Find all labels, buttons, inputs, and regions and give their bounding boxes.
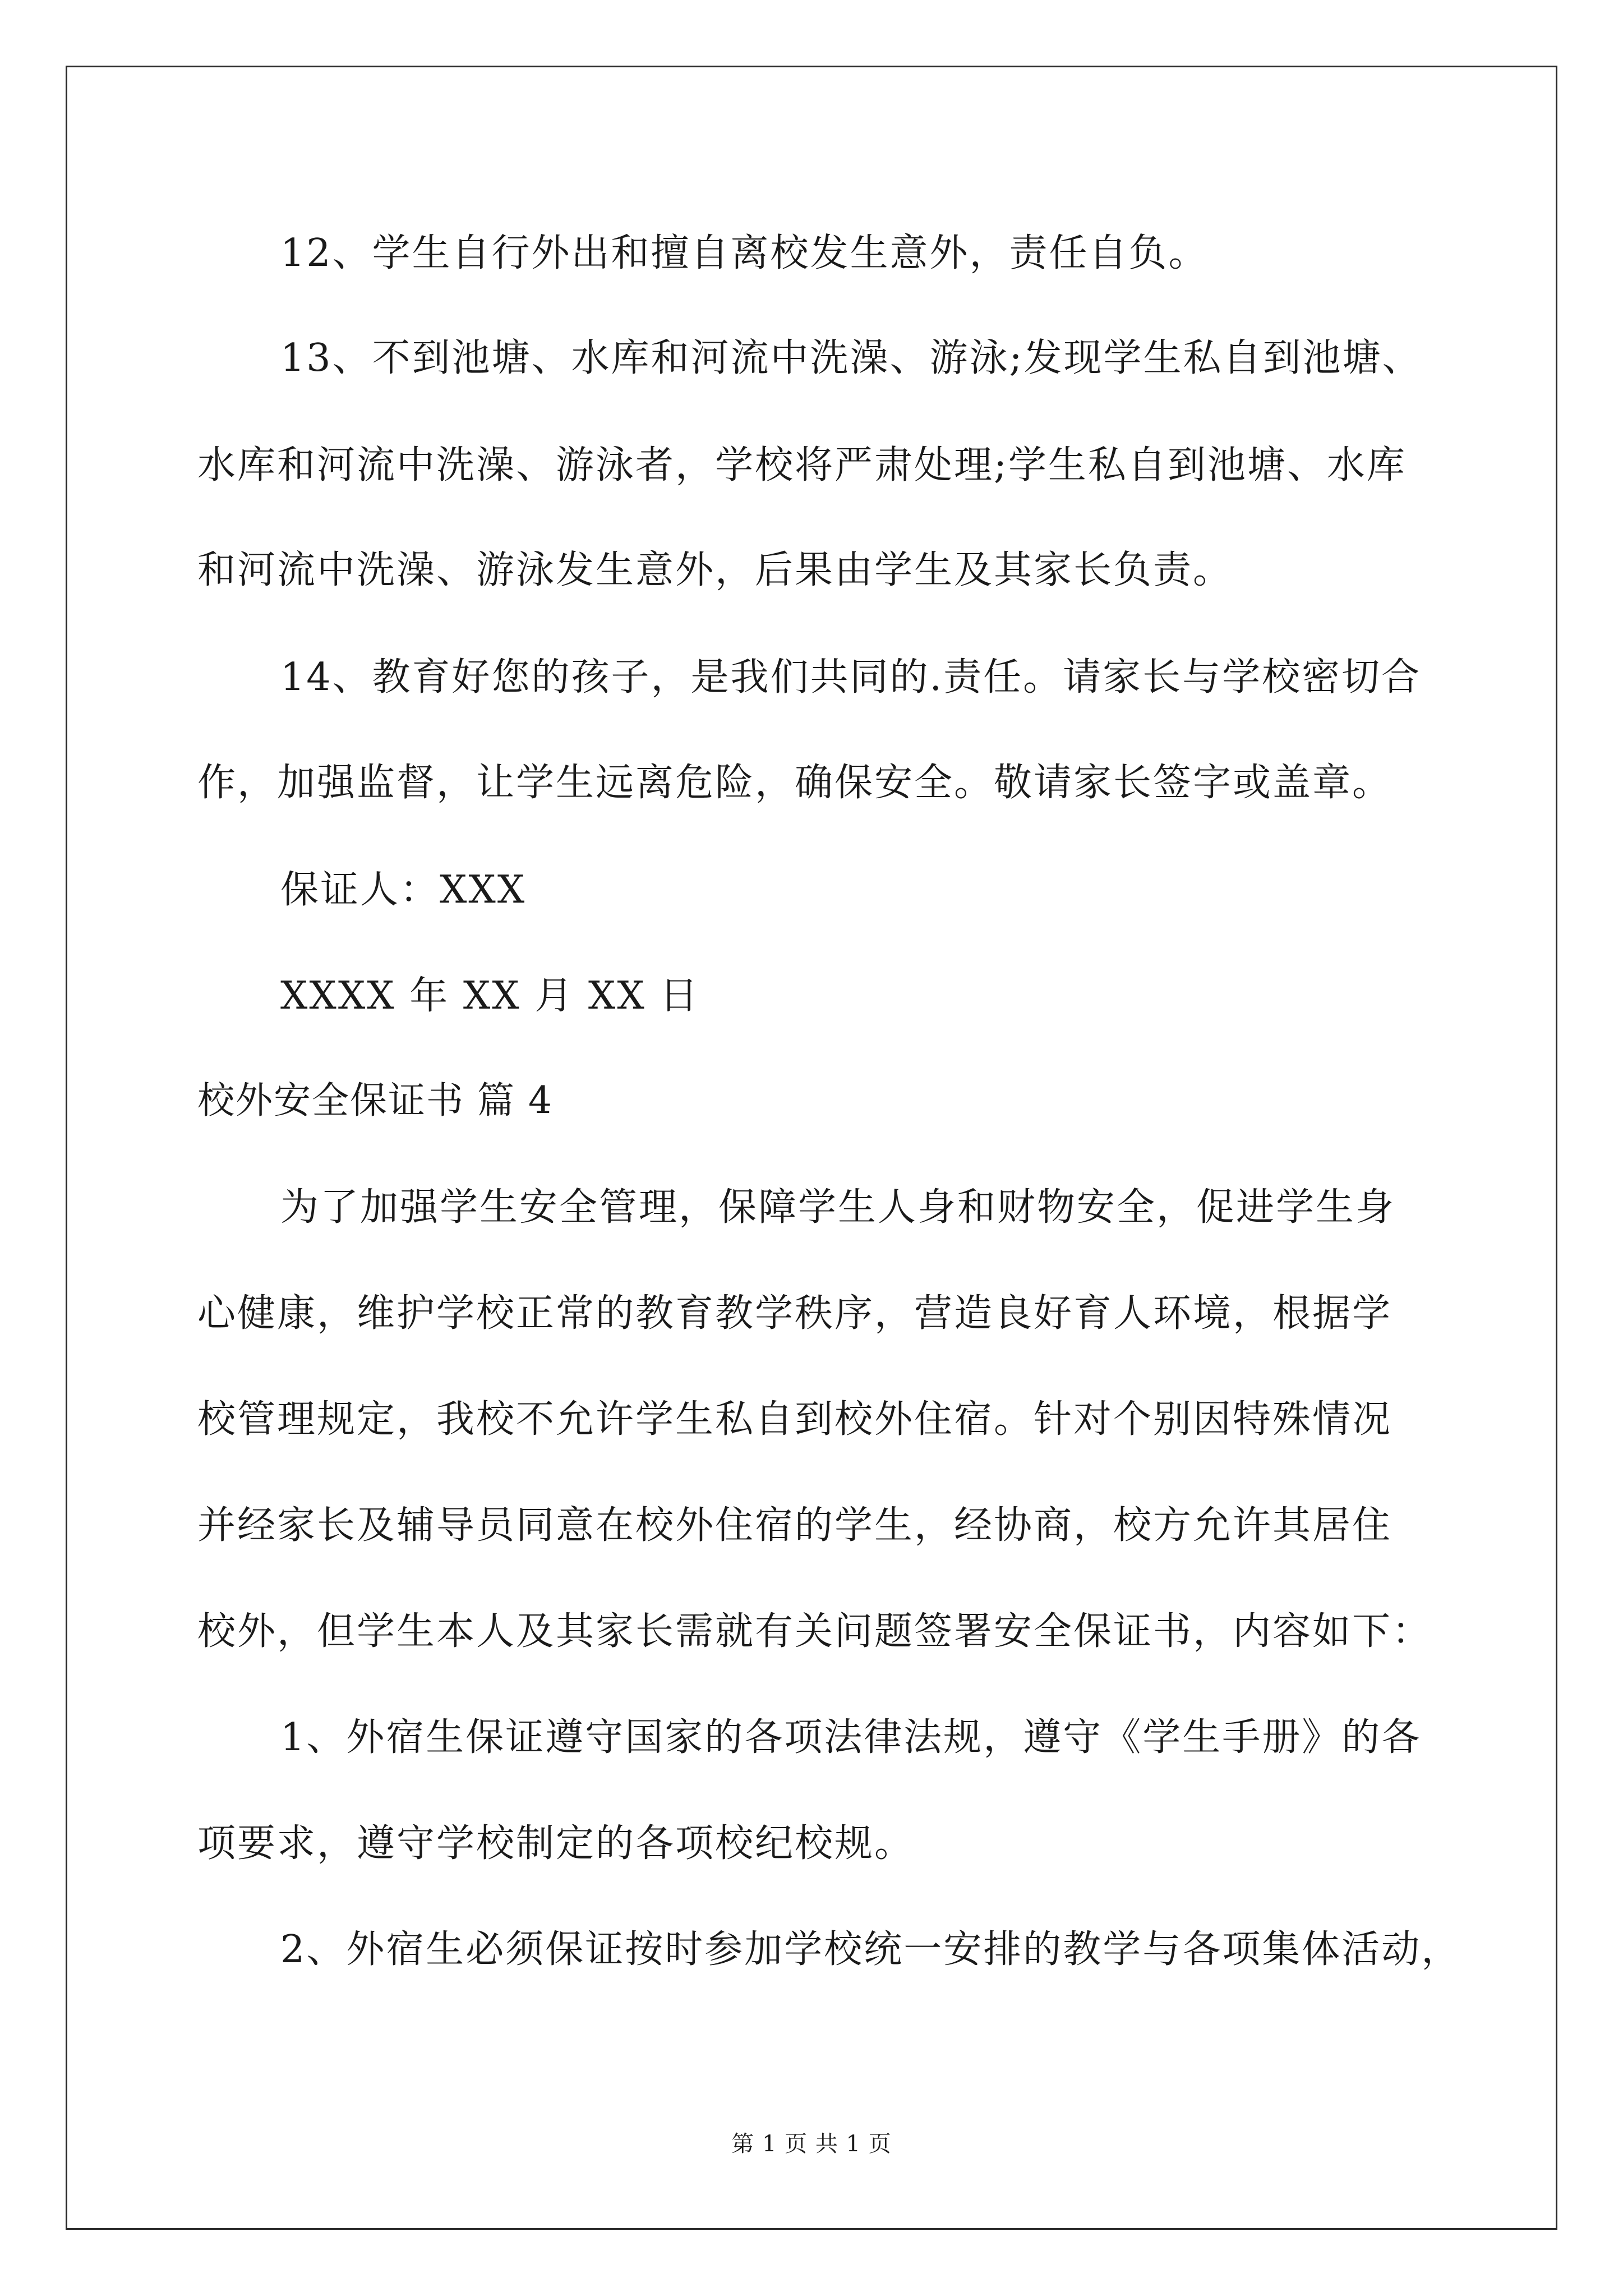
date-line: XXXX 年 XX 月 XX 日: [280, 974, 700, 1018]
paragraph-line: 2、外宿生必须保证按时参加学校统一安排的教学与各项集体活动，: [280, 1927, 1461, 1972]
paragraph-line: 校管理规定，我校不允许学生私自到校外住宿。针对个别因特殊情况: [197, 1397, 1393, 1442]
paragraph-line: 为了加强学生安全管理，保障学生人身和财物安全，促进学生身: [280, 1185, 1396, 1230]
paragraph-line: 13、不到池塘、水库和河流中洗澡、游泳;发现学生私自到池塘、: [280, 336, 1422, 380]
paragraph-line: 心健康，维护学校正常的教育教学秩序，营造良好育人环境，根据学: [197, 1291, 1393, 1336]
paragraph-line: 12、学生自行外出和擅自离校发生意外，责任自负。: [280, 231, 1209, 275]
section-heading: 校外安全保证书 篇 4: [197, 1079, 553, 1122]
paragraph-line: 作，加强监督，让学生远离危险，确保安全。敬请家长签字或盖章。: [197, 761, 1393, 805]
page-footer: 第 1 页 共 1 页: [731, 2131, 892, 2157]
paragraph-line: 并经家长及辅导员同意在校外住宿的学生，经协商，校方允许其居住: [197, 1503, 1393, 1548]
paragraph-line: 14、教育好您的孩子，是我们共同的.责任。请家长与学校密切合: [280, 655, 1422, 700]
paragraph-line: 校外，但学生本人及其家长需就有关问题签署安全保证书，内容如下：: [197, 1609, 1432, 1654]
page-border: [66, 66, 1557, 2230]
paragraph-line: 项要求，遵守学校制定的各项校纪校规。: [197, 1821, 915, 1866]
signatory-line: 保证人：XXX: [280, 868, 527, 912]
paragraph-line: 和河流中洗澡、游泳发生意外，后果由学生及其家长负责。: [197, 548, 1233, 592]
paragraph-line: 1、外宿生保证遵守国家的各项法律法规，遵守《学生手册》的各: [280, 1715, 1422, 1760]
paragraph-line: 水库和河流中洗澡、游泳者，学校将严肃处理;学生私自到池塘、水库: [197, 443, 1407, 487]
